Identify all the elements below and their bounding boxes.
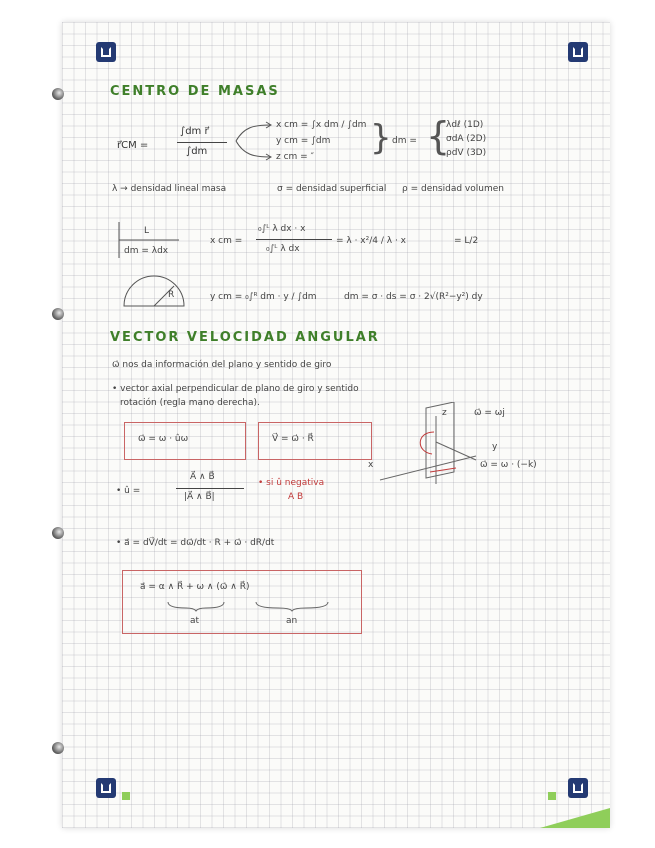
- rcm-denominator: ∫dm: [186, 146, 208, 157]
- binder-hole: [52, 88, 64, 100]
- disk-radius-label: R: [168, 290, 175, 300]
- binder-hole: [52, 742, 64, 754]
- sigma-definition: σ = densidad superficial: [277, 184, 387, 194]
- xcm-rod-numerator: ₀∫ᴸ λ dx · x: [258, 224, 306, 234]
- u-hat-label: • û =: [116, 486, 141, 496]
- xcm-rod-denominator: ₀∫ᴸ λ dx: [266, 244, 300, 254]
- page-corner-wedge: [540, 808, 610, 828]
- rcm-numerator: ∫dm r⃗: [180, 126, 209, 137]
- fraction-bar: [177, 142, 227, 143]
- section-title-vector: VECTOR VELOCIDAD ANGULAR: [110, 330, 380, 345]
- rod-dm-label: dm = λdx: [124, 246, 169, 256]
- brace-left: {: [426, 114, 451, 158]
- dm-label: dm =: [392, 136, 417, 146]
- lambda-definition: λ → densidad lineal masa: [112, 184, 227, 194]
- omega-j: ω⃗ = ωj: [474, 408, 505, 418]
- brace-right: }: [370, 118, 392, 158]
- axial-vector-line2: rotación (regla mano derecha).: [120, 398, 260, 408]
- corner-logo-icon: [568, 42, 588, 62]
- underbraces: [166, 600, 336, 612]
- semicircle-diagram: [120, 272, 190, 310]
- ycm-disk: y cm = ₀∫ᴿ dm · y / ∫dm: [210, 292, 317, 302]
- zcm-formula: z cm = ″: [276, 152, 314, 162]
- dm-1d: λdℓ (1D): [446, 120, 484, 130]
- acceleration-final-eq: a⃗ = α ∧ R⃗ + ω ∧ (ω⃗ ∧ R⃗): [140, 582, 250, 592]
- fraction-bar: [176, 488, 244, 489]
- notebook-page: [62, 22, 610, 828]
- split-arrows-icon: [234, 117, 274, 167]
- binder-hole: [52, 527, 64, 539]
- dm-disk: dm = σ · ds = σ · 2√(R²−y²) dy: [344, 292, 483, 302]
- ab-order-label: A B: [288, 492, 304, 502]
- rod-length-label: L: [144, 226, 150, 236]
- u-hat-negative-note: • si û negativa: [258, 478, 325, 488]
- normal-accel-label: an: [286, 616, 298, 626]
- acceleration-derivation: • a⃗ = dV⃗/dt = dω⃗/dt · R + ω⃗ · dR/dt: [116, 538, 275, 548]
- section-title-centro: CENTRO DE MASAS: [110, 84, 280, 99]
- u-hat-denominator: |A⃗ ∧ B⃗|: [184, 492, 215, 502]
- axial-vector-line1: • vector axial perpendicular de plano de giro y sentido: [112, 384, 359, 394]
- rho-definition: ρ = densidad volumen: [402, 184, 504, 194]
- corner-logo-icon: [96, 778, 116, 798]
- tangential-accel-label: at: [190, 616, 200, 626]
- fraction-bar: [256, 239, 332, 240]
- omega-minus-k: ω⃗ = ω · (−k): [480, 460, 537, 470]
- binder-hole: [52, 308, 64, 320]
- axis-x-label: x: [368, 460, 374, 470]
- xcm-rod-label: x cm =: [210, 236, 243, 246]
- dm-3d: ρdV (3D): [446, 148, 487, 158]
- omega-description: ω⃗ nos da información del plano y sentido de giro: [112, 360, 332, 370]
- omega-box-eq: ω⃗ = ω · ûω: [138, 434, 189, 444]
- corner-logo-icon: [568, 778, 588, 798]
- corner-logo-icon: [96, 42, 116, 62]
- axis-y-label: y: [492, 442, 498, 452]
- velocity-box-eq: V⃗ = ω⃗ · R⃗: [272, 434, 314, 444]
- u-hat-numerator: A⃗ ∧ B⃗: [190, 472, 215, 482]
- dm-2d: σdA (2D): [446, 134, 487, 144]
- xcm-formula: x cm = ∫x dm / ∫dm: [276, 120, 367, 130]
- xcm-rod-result: = L/2: [454, 236, 479, 246]
- accent-square: [548, 792, 556, 800]
- xcm-rod-middle: = λ · x²/4 / λ · x: [336, 236, 406, 246]
- rcm-lhs: r⃗CM =: [117, 140, 149, 151]
- ycm-formula: y cm = ∫dm: [276, 136, 331, 146]
- accent-square: [122, 792, 130, 800]
- axis-z-label: z: [442, 408, 447, 418]
- rotation-plane-diagram: [376, 402, 486, 488]
